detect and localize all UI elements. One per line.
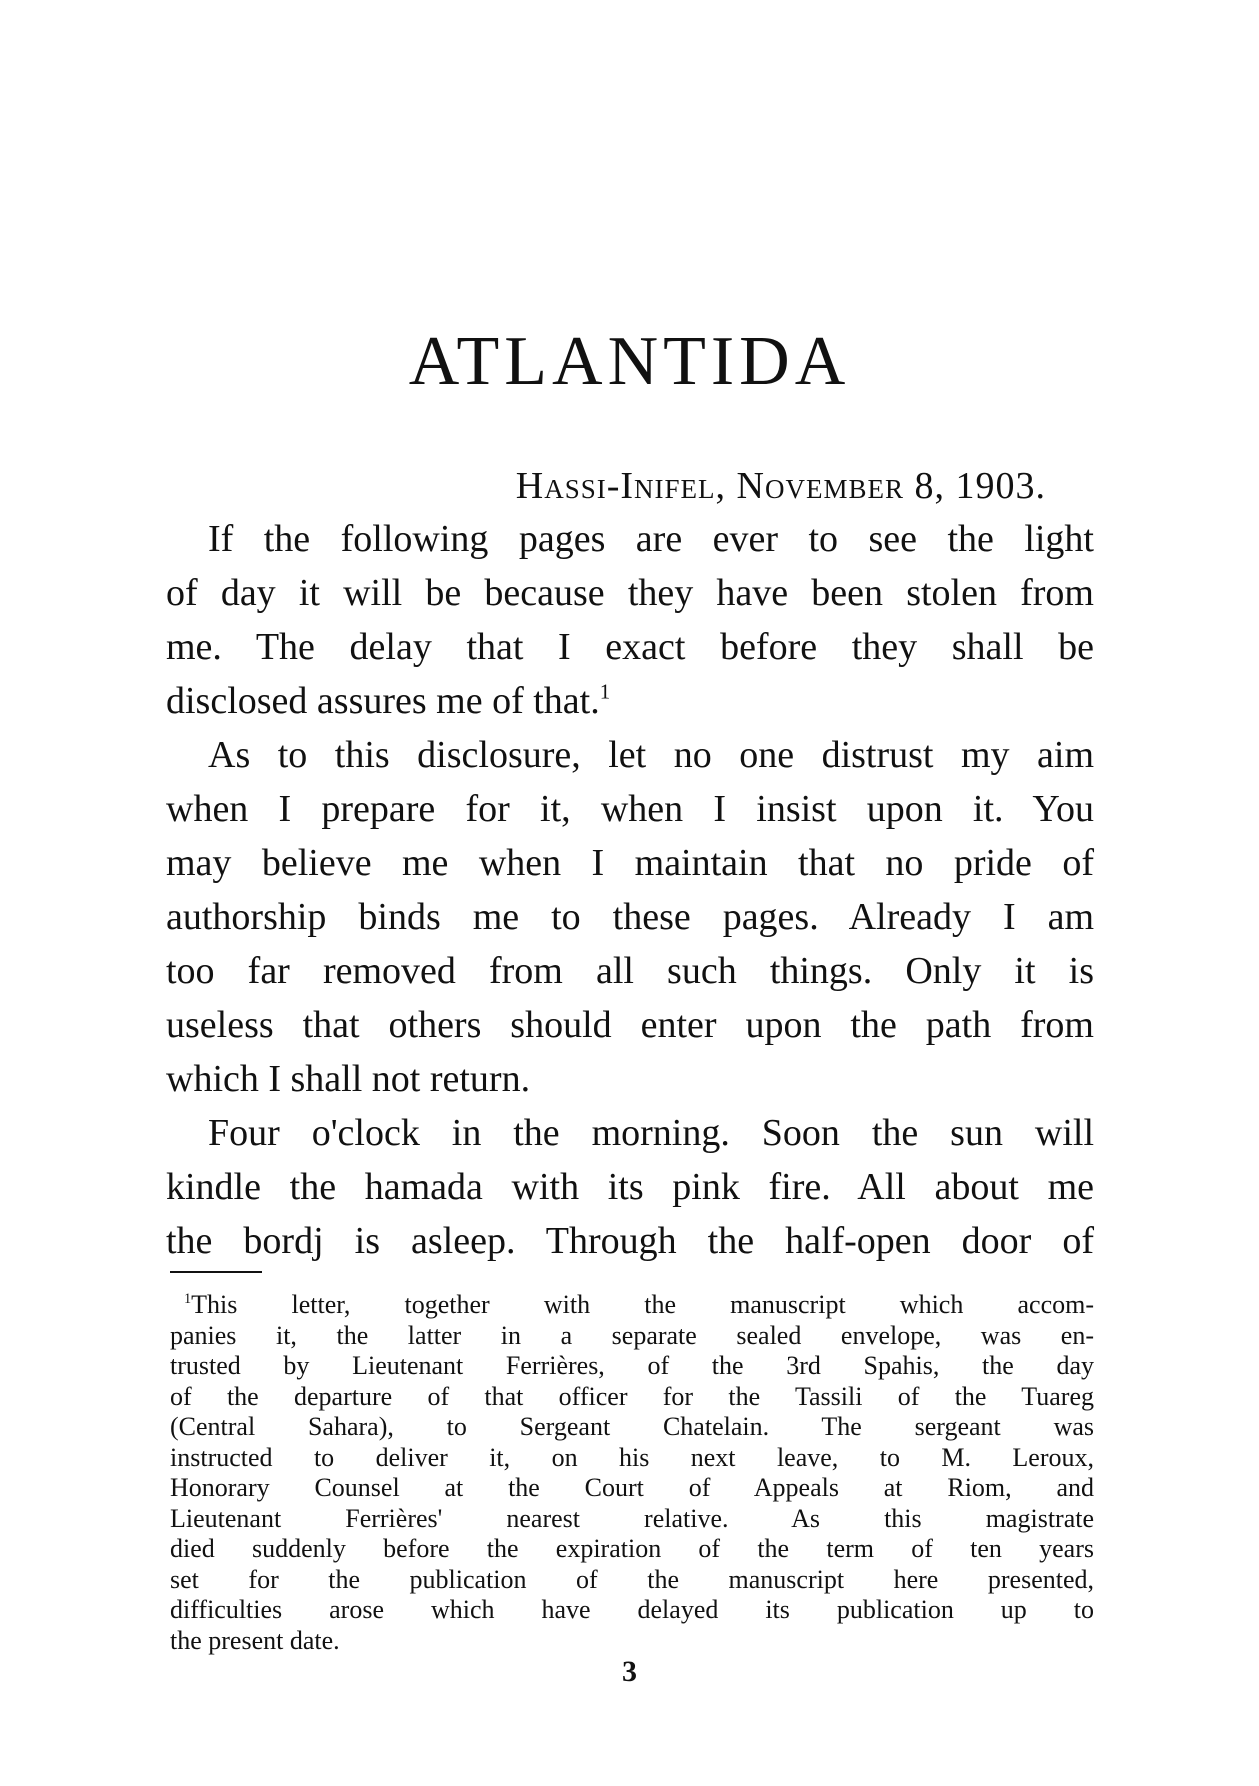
body-line: the bordj is asleep. Through the half-open door of bbox=[166, 1220, 1094, 1262]
footnote-line-text: This letter, together with the manuscript which accom- bbox=[191, 1290, 1094, 1319]
body-line: when I prepare for it, when I insist upon it. You bbox=[166, 788, 1094, 830]
body-line: too far removed from all such things. Only it is bbox=[166, 950, 1094, 992]
body-line: authorship binds me to these pages. Already I am bbox=[166, 896, 1094, 938]
footnote-line: set for the publication of the manuscript here presented, bbox=[170, 1564, 1094, 1594]
dateline: Hassi-Inifel, November 8, 1903. bbox=[515, 465, 1046, 507]
body-line bbox=[166, 674, 1094, 728]
body-line: kindle the hamada with its pink fire. All about me bbox=[166, 1166, 1094, 1208]
footnote-divider bbox=[170, 1271, 262, 1273]
footnote-line: difficulties arose which have delayed its publication up to bbox=[170, 1595, 1094, 1624]
footnote-line: trusted by Lieutenant Ferrières, of the 3rd Spahis, the day bbox=[170, 1351, 1094, 1380]
body-line: Four o'clock in the morning. Soon the sun will bbox=[208, 1112, 1094, 1154]
footnote-line: Lieutenant Ferrières' nearest relative. As this magistrate bbox=[170, 1503, 1094, 1533]
footnote-marker: 1 bbox=[184, 1291, 192, 1307]
footnote bbox=[170, 1290, 1094, 1656]
body-line: As to this disclosure, let no one distrust my aim bbox=[208, 734, 1094, 776]
footnote-line: of the departure of that officer for the Tassili of the Tuareg bbox=[170, 1381, 1094, 1411]
page-number: 3 bbox=[622, 1655, 637, 1688]
footnote-line: died suddenly before the expiration of the term of ten years bbox=[170, 1534, 1094, 1563]
body-line: If the following pages are ever to see the light bbox=[208, 518, 1094, 560]
footnote-line: the present date. bbox=[170, 1625, 340, 1655]
body-text bbox=[166, 512, 1094, 1268]
body-line: useless that others should enter upon the path from bbox=[166, 1004, 1094, 1046]
footnote-line: panies it, the latter in a separate sealed envelope, was en- bbox=[170, 1320, 1094, 1350]
body-line: may believe me when I maintain that no pride of bbox=[166, 842, 1094, 884]
body-line: me. The delay that I exact before they shall be bbox=[166, 626, 1094, 668]
footnote-line: instructed to deliver it, on his next leave, to M. Leroux, bbox=[170, 1442, 1094, 1472]
body-line: which I shall not return. bbox=[166, 1058, 531, 1100]
body-line: of day it will be because they have been stolen from bbox=[166, 572, 1094, 614]
footnote-line bbox=[170, 1290, 1094, 1321]
footnote-line: (Central Sahara), to Sergeant Chatelain. The sergeant was bbox=[170, 1412, 1094, 1441]
body-line-text: disclosed assures me of that. bbox=[166, 680, 600, 722]
footnote-reference: 1 bbox=[599, 679, 611, 704]
footnote-line: Honorary Counsel at the Court of Appeals at Riom, and bbox=[170, 1473, 1094, 1502]
chapter-title: ATLANTIDA bbox=[408, 323, 851, 400]
